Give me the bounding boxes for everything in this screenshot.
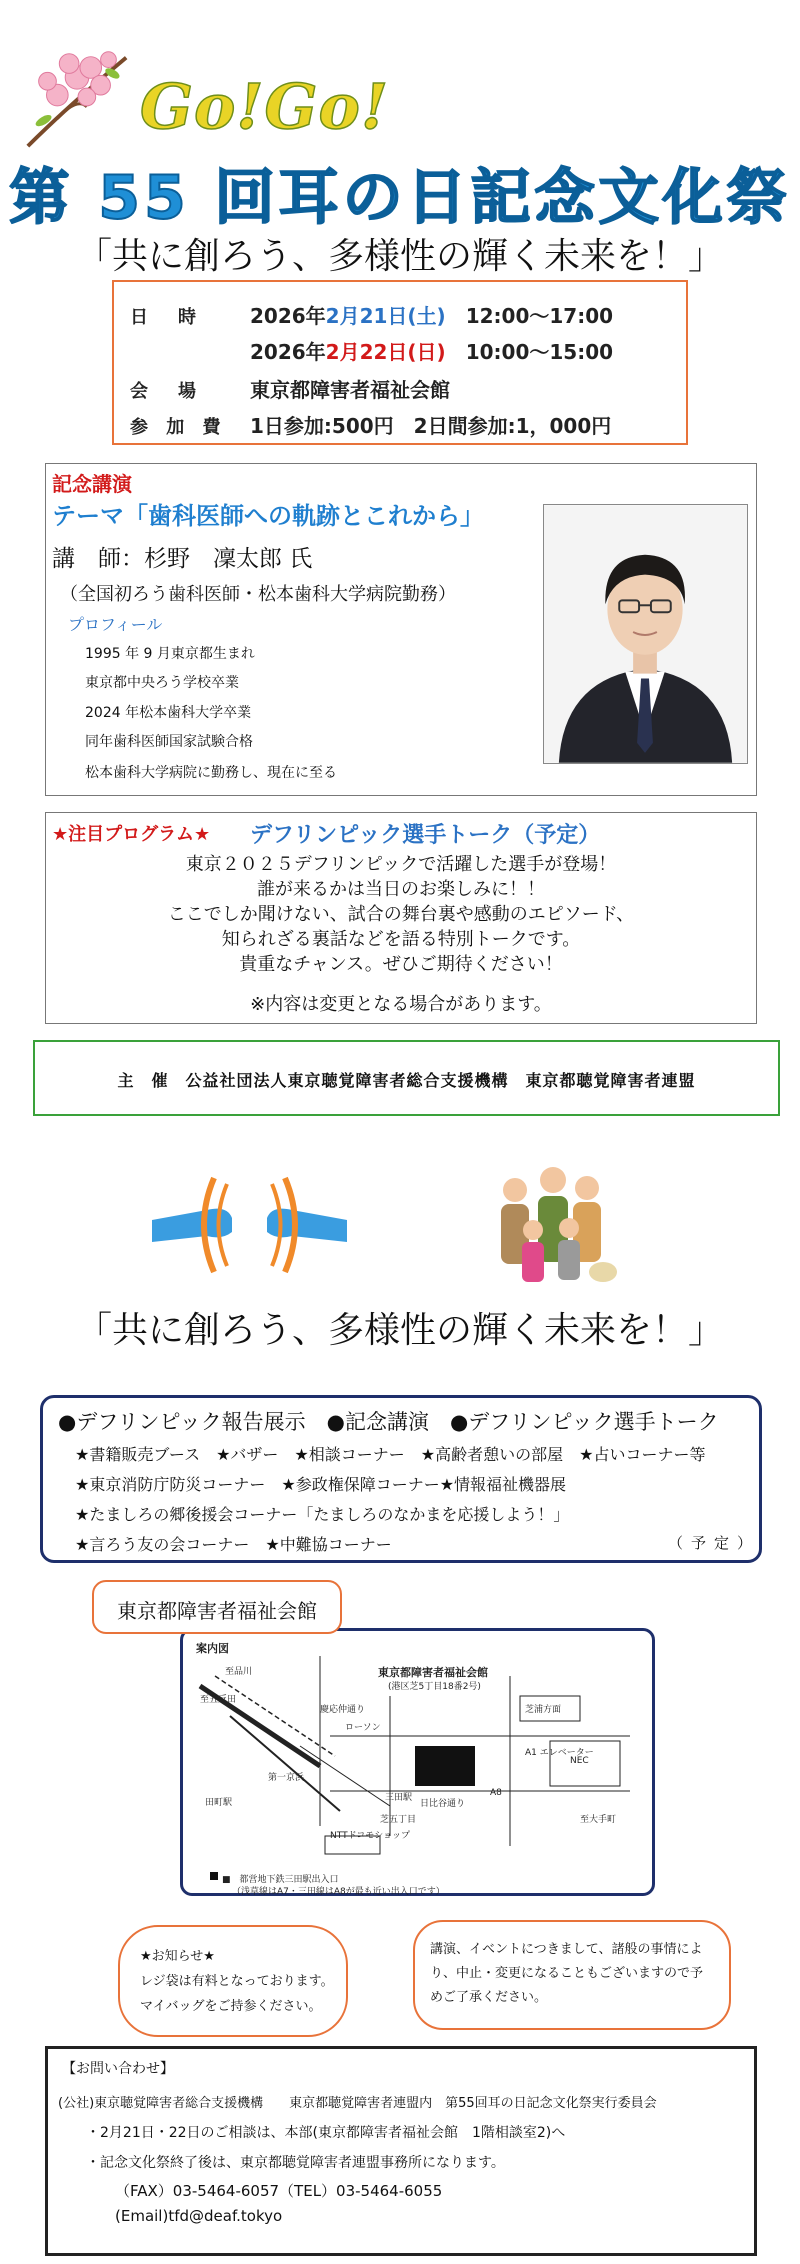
events-note: （予定） [668,1534,761,1552]
schedule-box [112,280,688,445]
contact-email[interactable]: (Email)tfd@deaf.tokyo [115,2207,283,2225]
profile-label: プロフィール [68,615,163,634]
program-line: 東京２０２５デフリンピックで活躍した選手が登場！ [185,854,617,875]
profile-item: 同年歯科医師国家試験合格 [85,734,253,750]
map-legend: （浅草線はA7・三田線はA8が最も近い出入口です） [232,1887,445,1897]
schedule-day2: 2026年2月22日(日) 10:00～15:00 [250,340,614,364]
venue-tab-label: 東京都障害者福祉会館 [117,1599,317,1623]
map-label: 第一京浜 [268,1773,305,1783]
lecture-theme: テーマ「歯科医師への軌跡とこれから」 [52,502,484,530]
contact-title: 【お問い合わせ】 [62,2061,174,2077]
map-label: A1 エレベーター [525,1748,594,1758]
contact-line: ・記念文化祭終了後は、東京都聴覚障害者連盟事務所になります。 [86,2155,505,2171]
map-label: 至品川 [225,1667,253,1677]
slogan-bottom: 「共に創ろう、多様性の輝く未来を！」 [75,1310,724,1351]
map-label: 至五反田 [200,1695,237,1705]
map-label: A8 [490,1788,502,1798]
speaker-photo [543,504,748,764]
organizer-text: 主 催 公益社団法人東京聴覚障害者総合支援機構 東京都聴覚障害者連盟 [117,1071,696,1090]
program-note: ※内容は変更となる場合があります。 [250,994,552,1015]
notice-bag-title: ★お知らせ★ [140,1949,215,1964]
profile-item: 1995 年 9 月東京都生まれ [85,646,255,662]
profile-item: 2024 年松本歯科大学卒業 [85,705,252,721]
events-main: ●デフリンピック報告展示 ●記念講演 ●デフリンピック選手トーク [58,1410,719,1434]
lecture-label: 記念講演 [52,472,132,496]
hands-illustration-icon [152,1170,347,1280]
map-building-sub: (港区芝5丁目18番2号) [388,1682,481,1692]
notice-change-line: り、中止・変更になることもございますので予 [430,1966,704,1981]
program-line: 誰が来るかは当日のお楽しみに！！ [257,879,545,900]
notice-bag-line: マイバッグをご持参ください。 [140,1999,322,2014]
map-building: 東京都障害者福祉会館 [378,1666,488,1679]
map-label: NTTドコモショップ [330,1831,411,1841]
events-line: ★たましろの郷後援会コーナー「たましろのなかまを応援しよう！」 [75,1505,570,1524]
notice-change-line: めご了承ください。 [430,1990,548,2005]
map-label: 日比谷通り [420,1799,466,1809]
program-label: ★注目プログラム★ [52,824,211,845]
lecture-speaker: 講 師：杉野 凜太郎 氏 [52,546,313,572]
lecture-affiliation: （全国初ろう歯科医師・松本歯科大学病院勤務） [60,584,456,605]
map-label: 芝五丁目 [380,1815,417,1825]
events-line: ★東京消防庁防災コーナー ★参政権保障コーナー★情報福祉機器展 [75,1475,567,1494]
page-title: 第 55 回耳の日記念文化祭 [9,163,791,233]
map-label: NEC [570,1756,589,1766]
map-label: 至大手町 [580,1815,617,1825]
notice-change-line: 講演、イベントにつきまして、諸般の事情によ [430,1942,703,1957]
schedule-venue: 会 場 東京都障害者福祉会館 [130,378,450,402]
schedule-day1: 日 時 2026年2月21日(土) 12:00～17:00 [130,304,614,328]
gogo-logo: Go!Go! [140,70,390,143]
program-line: 貴重なチャンス。ぜひご期待ください！ [239,954,563,975]
map-label: 田町駅 [205,1798,233,1808]
family-illustration-icon [475,1160,630,1300]
contact-line: ・2月21日・22日のご相談は、本部(東京都障害者福祉会館 1階相談室2)へ [86,2125,566,2141]
schedule-fee: 参 加 費 1日参加:500円 2日間参加:1，000円 [130,414,612,438]
cherry-blossom-icon [18,38,136,156]
contact-phone[interactable]: （FAX）03-5464-6057（TEL）03-5464-6055 [115,2182,443,2200]
notice-bag-line: レジ袋は有料となっております。 [140,1974,334,1989]
profile-item: 松本歯科大学病院に勤務し、現在に至る [85,765,337,781]
events-line: ★書籍販売ブース ★バザー ★相談コーナー ★高齢者憩いの部屋 ★占いコーナー等 [75,1445,706,1464]
map-label: 慶応仲通り [320,1705,366,1715]
map-title: 案内図 [196,1642,229,1655]
program-line: 知られざる裏話などを語る特別トークです。 [221,929,581,950]
program-line: ここでしか聞けない、試合の舞台裏や感動のエピソード、 [167,904,635,925]
map-label: 芝浦方面 [525,1705,562,1715]
program-title: デフリンピック選手トーク（予定） [250,823,601,848]
slogan-top: 「共に創ろう、多様性の輝く未来を！」 [75,236,724,277]
map-label: ローソン [345,1723,381,1733]
contact-org: (公社)東京聴覚障害者総合支援機構 東京都聴覚障害者連盟内 第55回耳の日記念文化祭実行委員会 [58,2096,657,2111]
events-line: ★言ろう友の会コーナー ★中難協コーナー [75,1535,392,1554]
map-legend: ■ 都営地下鉄三田駅出入口 [222,1875,339,1885]
profile-item: 東京都中央ろう学校卒業 [85,675,239,691]
map-label: 三田駅 [385,1793,413,1803]
